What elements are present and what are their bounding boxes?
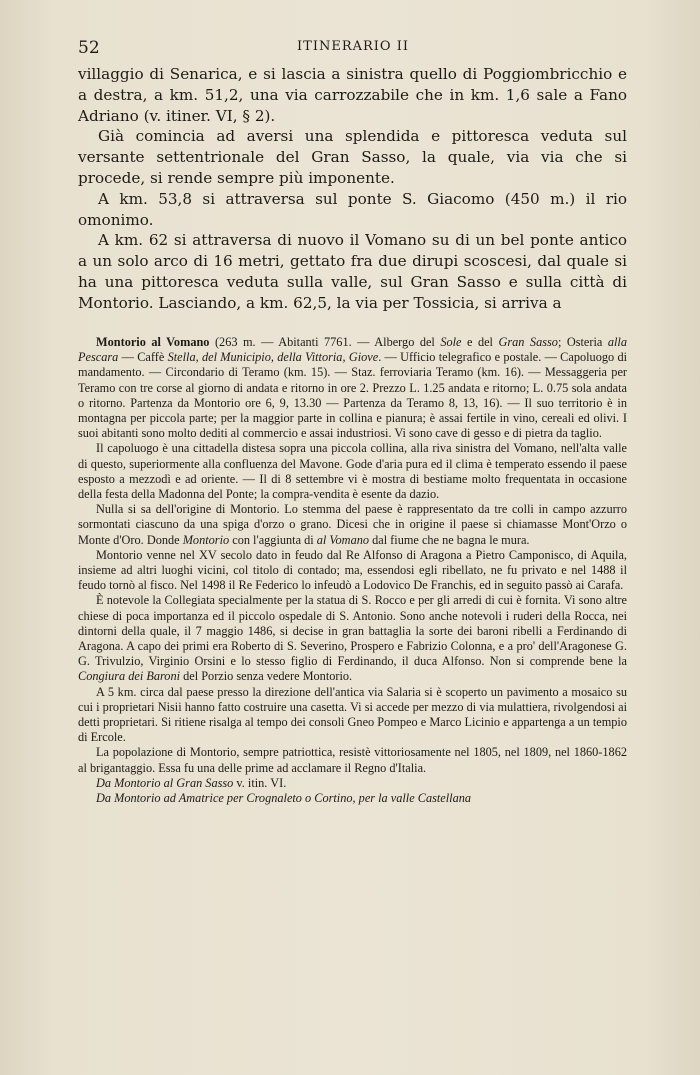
entry-heading: Montorio al Vomano [96,335,210,349]
entry-text: del Porzio senza vedere Montorio. [180,669,353,684]
entry-text: — Caffè [118,350,168,365]
route-title: Da Montorio ad Amatrice per Crognaleto o Cortino, per la valle Castellana [96,791,472,806]
entry-text: . — Ufficio telegrafico e postale. — Capoluogo di mandamento. — Circondario di Teramo (km. 15). — Staz. ferroviaria Teramo (km. 16). — Messaggeria per Teramo con tre corse al giorno di andata e ritorno in ore 2. Prezzo L. 1.25 andata e ritorno; L. 0.75 sola andata o ritorno. Partenza da Montorio ore 6, 9, 13.30 — Partenza da Teramo 8, 13, 16). — Il suo territorio è in montagna per piccola parte; per la maggior parte in collina e pianura; è assai fertile in vino, cereali ed olivi. I suoi abitanti sono molto dediti al commercio e assai industriosi. Vi sono cave di gesso e di pietra da taglio. [78,350,628,441]
entry-paragraph: Montorio venne nel XV secolo dato in feudo dal Re Alfonso di Aragona a Pietro Camponisco, di Aquila, insieme ad altri luoghi vicini, col titolo di contado; ma, essendosi egli ribellato, ne fu privato e nel 1488 il feudo tornò al fisco. Nel 1498 il Re Federico lo infeudò a Lodovico De Franchis, ed in seguito passò ai Carafa. [78,547,627,593]
entry-text: dal fiume che ne bagna le mura. [369,532,530,547]
entry-text-italic: alla Pescara [78,335,627,365]
entry-paragraph [78,593,627,684]
entry-text-italic: Gran Sasso [498,335,558,349]
main-text [78,64,627,314]
main-paragraph: A km. 62 si attraversa di nuovo il Vomano su di un bel ponte antico a un solo arco di 16 metri, gettato fra due dirupi scoscesi, dal quale si ha una pittoresca veduta sulla valle, sul Gran Sasso e sulla città di Montorio. Lasciando, a km. 62,5, la via per Tossicia, si arriva a [78,231,627,312]
entry-text-italic: al Vomano [316,532,370,547]
route-text: v. itin. VI. [233,775,287,790]
entry-text-italic: Sole [440,335,462,349]
montorio-entry [78,335,627,806]
entry-paragraph: Il capoluogo è una cittadella distesa sopra una piccola collina, alla riva sinistra del Vomano, nell'alta valle di questo, superiormente alla confluenza del Mavone. Gode d'aria pura ed il clima è temperato essendo il paese esposto a mezzodì e ad oriente. — Il di 8 settembre vi è mostra di bestiame molto frequentata in occasione della festa della Madonna del Ponte; la compra-vendita è esente da dazio. [78,441,627,502]
entry-text: ; Osteria [557,335,608,349]
main-paragraph: villaggio di Senarica, e si lascia a sinistra quello di Poggiombricchio e a destra, a km. 51,2, una via carrozzabile che in km. 1,6 sale a Fano Adriano (v. itiner. VI, § 2). [78,65,627,125]
entry-text: È notevole la Collegiata specialmente per la statua di S. Rocco e per gli arredi di cui è fornita. Vi sono altre chiese di poca importanza ed il piccolo ospedale di S. Antonio. Sono anche notevoli i ruderi della Rocca, nei dintorni della quale, il 7 maggio 1486, si decise in gran battaglia la sorte dei baroni ribelli a Ferdinando di Aragona. A capo dei primi era Roberto di S. Severino, Prospero e Fabrizio Colonna, e a pro' dell'Aragonese G. G. Trivulzio, Virginio Orsini e lo stesso figlio di Ferdinando, il duca Alfonso. Non si comprende bene la [78,593,627,669]
entry-text-italic: Congiura dei Baroni [78,669,181,684]
entry-text: (263 m. — Abitanti 7761. — Albergo del [209,335,441,349]
entry-paragraph [78,502,627,548]
entry-text: e del [461,335,499,349]
page-number: 52 [78,38,100,58]
entry-paragraph [78,335,627,441]
entry-text: con l'aggiunta di [229,532,317,547]
page-header [78,38,628,60]
route-reference [78,776,627,791]
running-title: ITINERARIO II [297,39,409,54]
main-paragraph: A km. 53,8 si attraversa sul ponte S. Giacomo (450 m.) il rio omonimo. [78,189,627,229]
entry-text-italic: Montorio [182,532,230,547]
entry-paragraph: La popolazione di Montorio, sempre patriottica, resistè vittoriosamente nel 1805, nel 1809, nel 1860-1862 al brigantaggio. Essa fu una delle prime ad acclamare il Regno d'Italia. [78,745,627,775]
entry-text: Nulla si sa dell'origine di Montorio. Lo stemma del paese è rappresentato da tre colli in campo azzurro sormontati ciascuno da una spiga d'orzo o grano. Dicesi che in origine il paese si chiamasse Mont'Orzo o Monte d'Oro. Donde [78,502,627,547]
entry-paragraph: A 5 km. circa dal paese presso la direzione dell'antica via Salaria si è scoperto un pavimento a mosaico su cui i proprietari Nisii hanno fatto costruire una casetta. Vi si accede per mezzo di via mulattiera, rivolgendosi ai detti proprietari. Si ritiene risalga al tempo dei consoli Gneo Pompeo e Marco Licinio e appartenga a un tempio di Ercole. [78,684,627,745]
route-reference [78,791,627,806]
route-title: Da Montorio al Gran Sasso [96,775,234,790]
entry-text-italic: Stella, del Municipio, della Vittoria, Giove [167,350,379,365]
main-paragraph: Già comincia ad aversi una splendida e pittoresca veduta sul versante settentrionale del Gran Sasso, la quale, via via che si procede, si rende sempre più imponente. [78,127,627,187]
